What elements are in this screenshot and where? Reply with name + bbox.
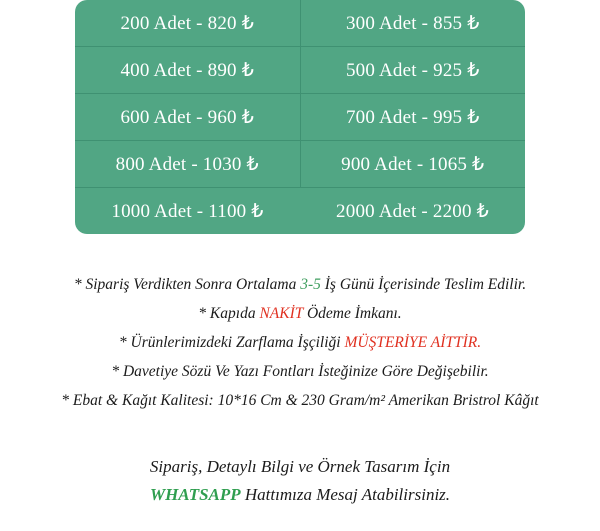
- notes-section: [0, 272, 600, 417]
- price-cell: 400 Adet - 890 ₺: [75, 47, 301, 93]
- whatsapp-label[interactable]: WHATSAPP: [149, 485, 241, 504]
- note-text-prefix: * Ürünlerimizdeki Zarflama İşçiliği: [118, 334, 345, 351]
- price-cell: 500 Adet - 925 ₺: [345, 59, 480, 81]
- note-fonts: [0, 359, 600, 384]
- table-row: [75, 0, 525, 47]
- note-payment: [0, 301, 600, 326]
- note-text-prefix: * Kapıda: [198, 305, 260, 322]
- price-cell: 300 Adet - 855 ₺: [345, 12, 480, 34]
- price-cell: 700 Adet - 995 ₺: [345, 106, 480, 128]
- note-paper-quality: [0, 388, 600, 413]
- note-text-suffix: İş Günü İçerisinde Teslim Edilir.: [320, 276, 527, 293]
- table-row: [75, 47, 525, 94]
- price-cell: 2000 Adet - 2200 ₺: [336, 200, 489, 222]
- note-text-prefix: * Davetiye Sözü Ve Yazı Fontları İsteğinize Göre Değişebilir.: [111, 363, 489, 380]
- table-row: [75, 188, 525, 234]
- table-row: [75, 94, 525, 141]
- note-text-prefix: * Ebat & Kağıt Kalitesi: 10*16 Cm & 230 Gram/m² Amerikan Bristrol Kâğıt: [61, 392, 539, 409]
- table-row: [75, 141, 525, 188]
- footer-contact-suffix: Hattımıza Mesaj Atabilirsiniz.: [240, 485, 451, 504]
- note-text-prefix: * Sipariş Verdikten Sonra Ortalama: [73, 276, 301, 293]
- price-cell: 900 Adet - 1065 ₺: [341, 153, 485, 175]
- price-cell: 600 Adet - 960 ₺: [75, 94, 301, 140]
- price-table: [75, 0, 525, 234]
- price-cell: 200 Adet - 820 ₺: [75, 0, 301, 46]
- price-cell: 1000 Adet - 1100 ₺: [111, 200, 264, 222]
- note-highlight: 3-5: [300, 276, 321, 293]
- note-highlight: MÜŞTERİYE AİTTİR.: [344, 334, 482, 351]
- note-delivery-time: [0, 272, 600, 297]
- price-cell: 800 Adet - 1030 ₺: [75, 141, 301, 187]
- note-highlight: NAKİT: [259, 305, 304, 322]
- note-text-suffix: Ödeme İmkanı.: [303, 305, 402, 322]
- footer-contact-line: [0, 481, 600, 509]
- footer-call-to-action: Sipariş, Detaylı Bilgi ve Örnek Tasarım İçin: [149, 457, 451, 476]
- footer-section: [0, 453, 600, 509]
- note-enveloping: [0, 330, 600, 355]
